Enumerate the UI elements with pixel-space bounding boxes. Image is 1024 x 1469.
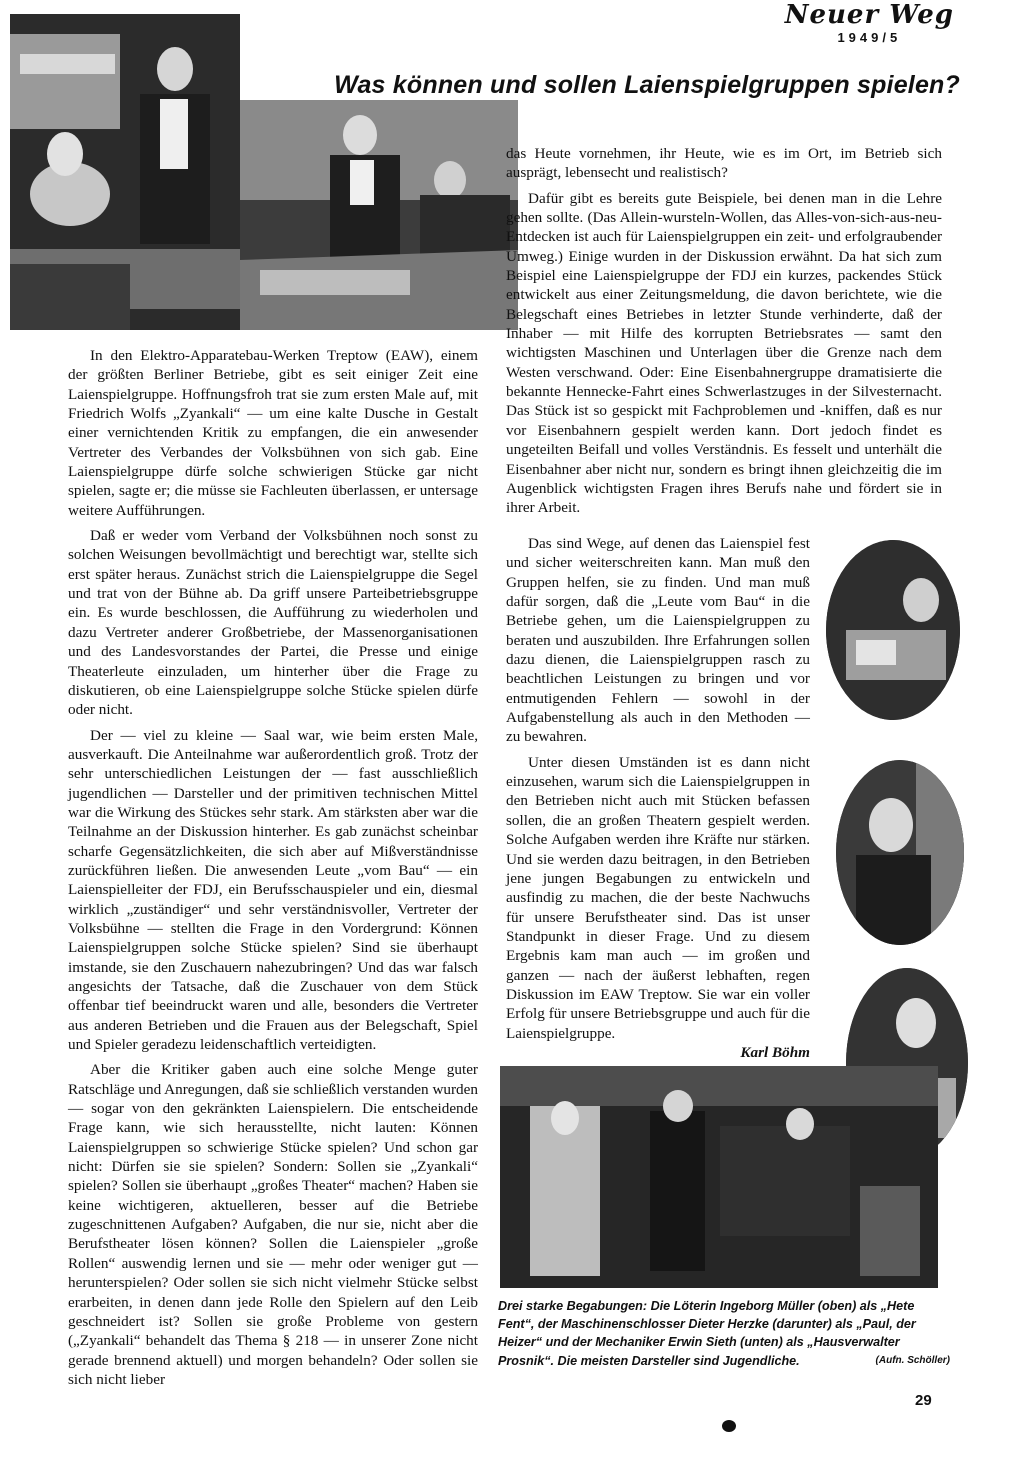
page-number: 29 [915,1392,932,1409]
left-paragraph: Daß er weder vom Verband der Volksbühnen noch sonst zu solchen Weisungen bevollmächtigt und berechtigt war, stellte sich erst später heraus. Zunächst strich die Laienspielgruppe die Segel und trat von der Bühne ab. Da griff unsere Parteibetriebsgruppe ein. Es wurde beschlossen, die Aufführung zu wiederholen und dazu Vertreter anderer Großbetriebe, der Massenorganisationen und des Landesvorstandes der Partei, die Presse und einige Theaterleute einzuladen, um hinterher über die Frage zu diskutieren, ob eine Laienspielgruppe solche Stücke spielen dürfe oder nicht. [68,527,478,719]
photo-credit: (Aufn. Schöller) [875,1354,950,1366]
right-paragraph: das Heute vornehmen, ihr Heute, wie es im Ort, im Betrieb sich ausprägt, lebensecht und realistisch? [506,145,942,182]
photo-circle-worker-2 [836,760,964,945]
caption-text: Drei starke Begabungen: Die Löterin Ingeborg Müller (oben) als „Hete Fent“, der Maschinenschlosser Dieter Herzke (darunter) als „Paul, der Heizer“ und der Mechaniker Erwin Sieth (unten) als „Hausverwalter Prosnik“. Die meisten Darsteller sind Jugendliche. [498,1299,916,1368]
left-paragraph: In den Elektro-Apparatebau-Werken Treptow (EAW), einem der größten Berliner Betriebe, gibt es seit einiger Zeit eine Laienspielgruppe. Hoffnungsfroh trat sie zum ersten Male auf, mit Friedrich Wolfs „Zyankali“ — um eine kalte Dusche in Gestalt einer vernichtenden Kritik zu empfangen, die ein anwesender Vertreter des Verbandes der Volksbühnen von sich gab. Eine Laienspielgruppe dürfe solche schwierigen Stücke gar nicht spielen, sagte er; die müsse sie Fachleuten überlassen, er untersage weitere Aufführungen. [68,347,478,519]
photo-circle-worker-1 [826,540,960,720]
article-left-column [68,346,478,1395]
right-paragraph: Das sind Wege, auf denen das Laienspiel fest und sicher weiterschreiten kann. Man muß den Gruppen helfen, sie zu finden. Und man muß dafür sorgen, daß die „Leute vom Bau“ in die Betriebe gehen, um die Laienspielgruppen zu beraten und auszubilden. Ihre Erfahrungen sollen dazu dienen, die Laienspielgruppen rasch zu beachtlichen Leistungen zu bringen und vor entmutigenden Fehlern — sowohl in der Aufgabenstellung als auch in den Methoden — zu bewahren. [506,535,810,746]
right-paragraph: Unter diesen Umständen ist es dann nicht einzusehen, warum sich die Laienspielgruppen in den Betrieben nicht auch mit Stücken befassen sollen, die an großen Theatern gespielt werden. Solche Aufgaben werden ihre Kräfte nur stärken. Und sie werden dazu beitragen, in den Betrieben jene jungen Begabungen zu entwickeln und ausfindig zu machen, die der beste Nachwuchs für unsere Berufstheater sind. Das ist unser Standpunkt in dieser Frage. Und zu diesem Ergebnis kam man auch — im großen und ganzen — nach der äußerst lebhaften, regen Diskussion im EAW Treptow. Sie war ein voller Erfolg für unsere Betriebsgruppe und auch für die Laienspielgruppe. [506,753,810,1042]
masthead [785,0,954,46]
photo-stage-scene [500,1066,938,1288]
author-name: Karl Böhm [740,1043,810,1061]
ink-blot [722,1420,736,1432]
headline: Was können und sollen Laienspielgruppen spielen? [334,71,960,99]
article-right-column-narrow [506,534,810,1062]
issue-number: 1949/5 [837,30,902,45]
photo-group-meeting [10,14,240,330]
article-right-column-top [506,144,942,524]
masthead-logo: Neuer Weg [784,0,954,30]
right-paragraph: Dafür gibt es bereits gute Beispiele, bei denen man in die Lehre gehen sollte. (Das Allein-wursteln-Wollen, das Alles-von-sich-aus-neu-Entdecken ist auch für Laienspielgruppen ein zeit- und erfolgraubender Umweg.) Einige wurden in der Diskussion erwähnt. Da hat sich zum Beispiel eine Laienspielgruppe der FDJ ein kurzes, packendes Stück entwickelt aus einer Zeitungsmeldung, die davon berichtete, wie die Belegschaft eines Betriebes in letzter Stunde verhinderte, daß der Inhaber — mit Hilfe des korrupten Betriebsrates — samt den wichtigsten Maschinen und Unterlagen über die Grenze nach dem Westen verschwand. Oder: Eine Eisenbahnergruppe dramatisierte die bekannte Hennecke-Fahrt eines Schwerlastzuges in der Silvesternacht. Das Stück ist so gespickt mit Fachproblemen und -kniffen, daß es nur vor Eisenbahnern gespielt werden kann. Dort jedoch findet es ungeteilten Beifall und volles Verständnis. Es fesselt und unterhält die Eisenbahner aber nicht nur, sondern es bringt ihnen gleichzeitig die im Augenblick wichtigsten Fragen ihres Berufs nahe und fördert sie in ihrer Arbeit. [506,189,942,517]
photo-group-meeting-right [240,100,518,330]
left-paragraph: Der — viel zu kleine — Saal war, wie beim ersten Male, ausverkauft. Die Anteilnahme war außerordentlich groß. Trotz der sehr unterschiedlichen Leistungen der — fast ausschließlich jugendlichen — Darsteller und der primitiven technischen Mittel war die Wirkung des Stückes sehr stark. Am stärksten aber war die Teilnahme an der Diskussion hinterher. Es gab zunächst scheinbar scharfe Gegensätzlichkeiten, die sich aber auf Mißverständnisse zurückführen ließen. Die anwesenden Leute „vom Bau“ — ein Laienspielleiter der FDJ, ein Berufsschauspieler und ein, diesmal wirklich „zuständiger“ und sehr verständnisvoller, Vertreter der Volksbühne — stellten die Frage in den Vordergrund: Können Laienspielgruppen solche Stücke spielen? Sind sie überhaupt imstande, sie den Zuschauern nahezubringen? Und das war falsch angesichts der Tatsache, daß die Zuschauer von dem Stück offenbar tief beeindruckt waren und alle, besonders die Vertreter aus anderen Betrieben und die Frauen aus der Belegschaft, Spiel und Spieler geradezu leidenschaftlich verteidigten. [68,726,478,1054]
photo-caption [498,1297,950,1370]
left-paragraph: Aber die Kritiker gaben auch eine solche Menge guter Ratschläge und Anregungen, daß sie schließlich verstanden wurden — sogar von den gekränkten Laienspielern. Die entscheidende Frage kann, wie sich herausstellte, nicht lauten: Können Laienspielgruppen so schwierige Stücke spielen? Und schon gar nicht: Dürfen sie sie spielen? Sondern: Sollen sie „Zyankali“ spielen? Sollen sie überhaupt „großes Theater“ machen? Haben sie keine wichtigeren, aktuelleren, besser auf die Betriebe zugeschnittenen Aufgaben? Aufgaben, die nur sie, nicht aber die Berufstheater lösen können? Sollen die Laienspieler „große Rollen“ auswendig lernen und sie — mehr oder weniger gut — herunterspielen? Oder sollen sie sich nicht vielmehr Stücke selbst erarbeiten, in denen dann jede Rolle den Spielern auf den Leib geschneidert ist? Sollen sie große Probleme von gestern („Zyankali“ behandelt das Thema § 218 — in unserer Zone nicht gerade brennend aktuell) und morgen behandeln? Oder sollen sie sich nicht lieber [68,1061,478,1388]
